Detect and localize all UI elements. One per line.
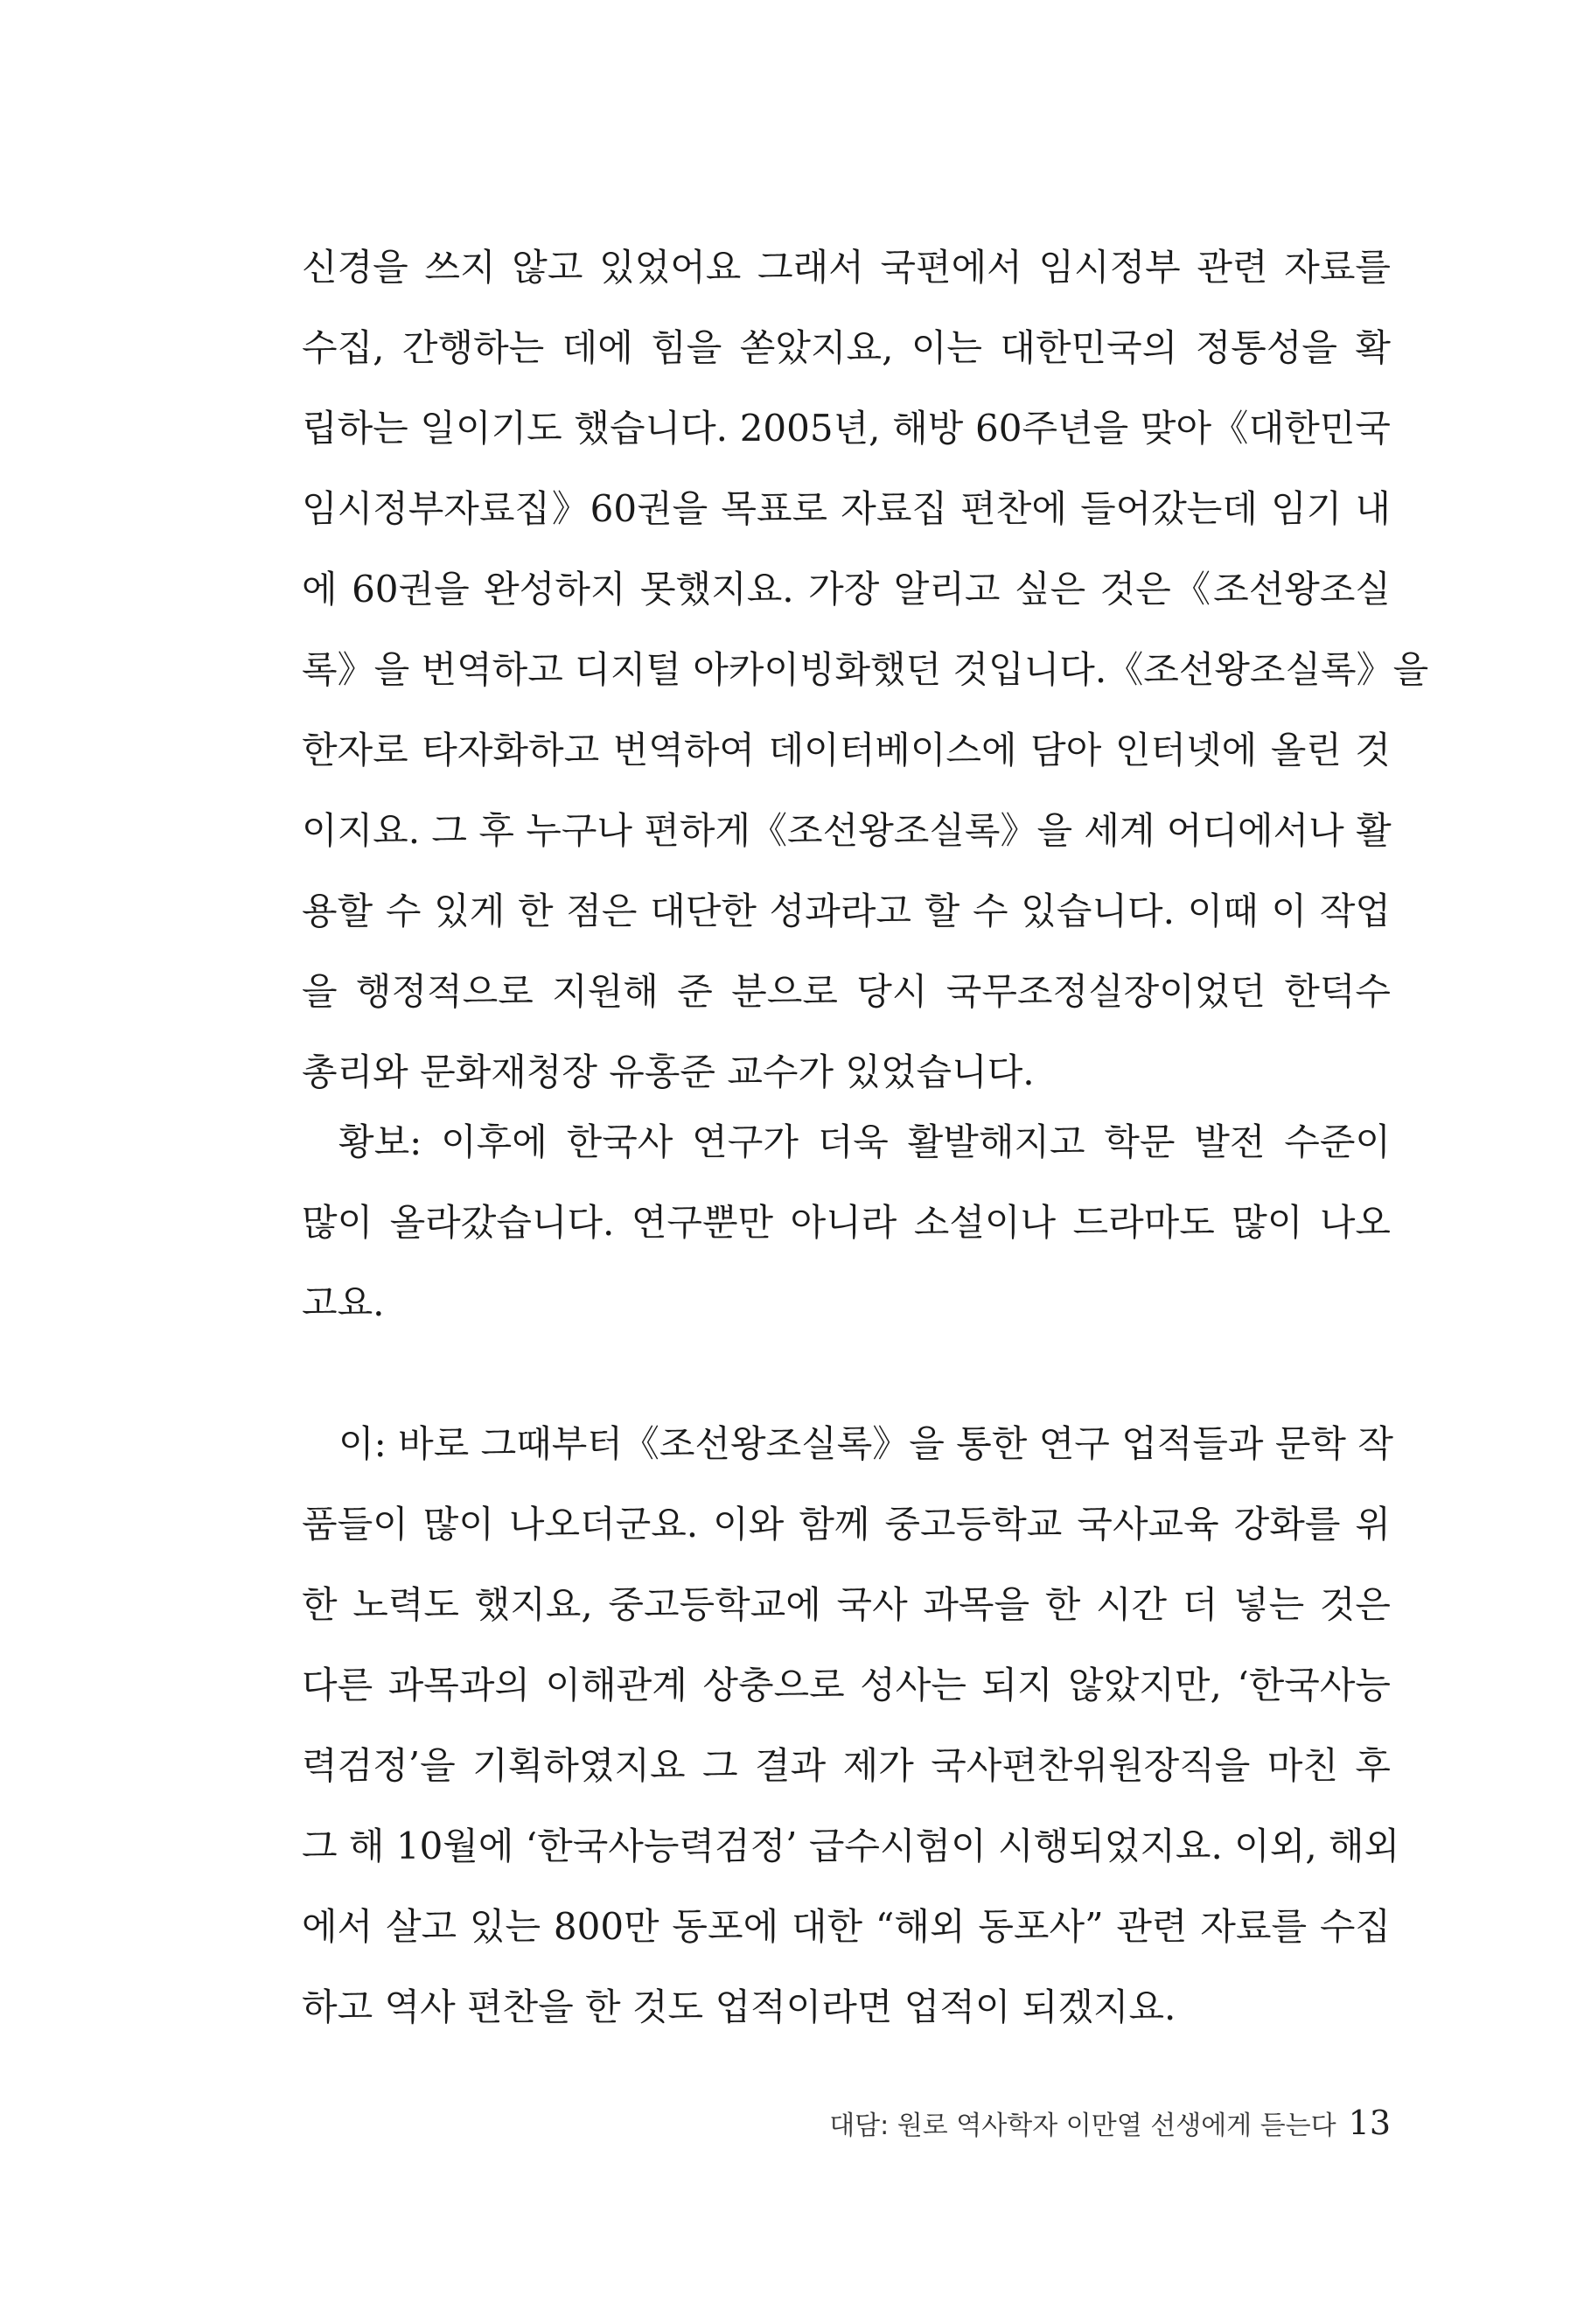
text-line: 용할 수 있게 한 점은 대단한 성과라고 할 수 있습니다. 이때 이 작업 xyxy=(302,890,1391,932)
text-line: 고요. xyxy=(302,1281,385,1324)
text-line: 에서 살고 있는 800만 동포에 대한 “해외 동포사” 관련 자료를 수집 xyxy=(302,1905,1391,1948)
text-line: 많이 올라갔습니다. 연구뿐만 아니라 소설이나 드라마도 많이 나오 xyxy=(302,1201,1391,1244)
text-line: 임시정부자료집》60권을 목표로 자료집 편찬에 들어갔는데 임기 내 xyxy=(302,487,1391,530)
text-line: 황보: 이후에 한국사 연구가 더욱 활발해지고 학문 발전 수준이 xyxy=(338,1120,1391,1163)
text-line: 한 노력도 했지요, 중고등학교에 국사 과목을 한 시간 더 넣는 것은 xyxy=(302,1583,1391,1626)
text-line: 총리와 문화재청장 유홍준 교수가 있었습니다. xyxy=(302,1050,1035,1093)
page-number: 13 xyxy=(1348,2104,1391,2142)
text-line: 이지요. 그 후 누구나 편하게《조선왕조실록》을 세계 어디에서나 활 xyxy=(302,809,1392,852)
text-line: 이: 바로 그때부터《조선왕조실록》을 통한 연구 업적들과 문학 작 xyxy=(338,1422,1393,1465)
text-line: 하고 역사 편찬을 한 것도 업적이라면 업적이 되겠지요. xyxy=(302,1986,1176,2028)
paragraph-2 xyxy=(302,1102,1391,1343)
text-line: 수집, 간행하는 데에 힘을 쏟았지요, 이는 대한민국의 정통성을 확 xyxy=(302,326,1391,369)
text-line: 력검정’을 기획하였지요 그 결과 제가 국사편찬위원장직을 마친 후 xyxy=(302,1744,1391,1787)
text-line: 그 해 10월에 ‘한국사능력검정’ 급수시험이 시행되었지요. 이외, 해외 xyxy=(302,1825,1400,1867)
text-line: 립하는 일이기도 했습니다. 2005년, 해방 60주년을 맞아《대한민국 xyxy=(302,407,1391,450)
text-line: 록》을 번역하고 디지털 아카이빙화했던 것입니다.《조선왕조실록》을 xyxy=(302,648,1429,691)
text-line: 한자로 타자화하고 번역하여 데이터베이스에 담아 인터넷에 올린 것 xyxy=(302,729,1391,771)
text-line: 신경을 쓰지 않고 있었어요 그래서 국편에서 임시정부 관련 자료를 xyxy=(302,246,1391,289)
running-title: 대담: 원로 역사학자 이만열 선생에게 듣는다 xyxy=(829,2111,1336,2141)
text-line: 을 행정적으로 지원해 준 분으로 당시 국무조정실장이었던 한덕수 xyxy=(302,970,1391,1013)
text-line: 에 60권을 완성하지 못했지요. 가장 알리고 싶은 것은《조선왕조실 xyxy=(302,568,1391,611)
paragraph-3 xyxy=(302,1404,1400,2048)
text-line: 다른 과목과의 이해관계 상충으로 성사는 되지 않았지만, ‘한국사능 xyxy=(302,1664,1391,1706)
text-line: 품들이 많이 나오더군요. 이와 함께 중고등학교 국사교육 강화를 위 xyxy=(302,1503,1391,1546)
page-footer xyxy=(829,2104,1391,2142)
paragraph-1 xyxy=(302,227,1429,1113)
